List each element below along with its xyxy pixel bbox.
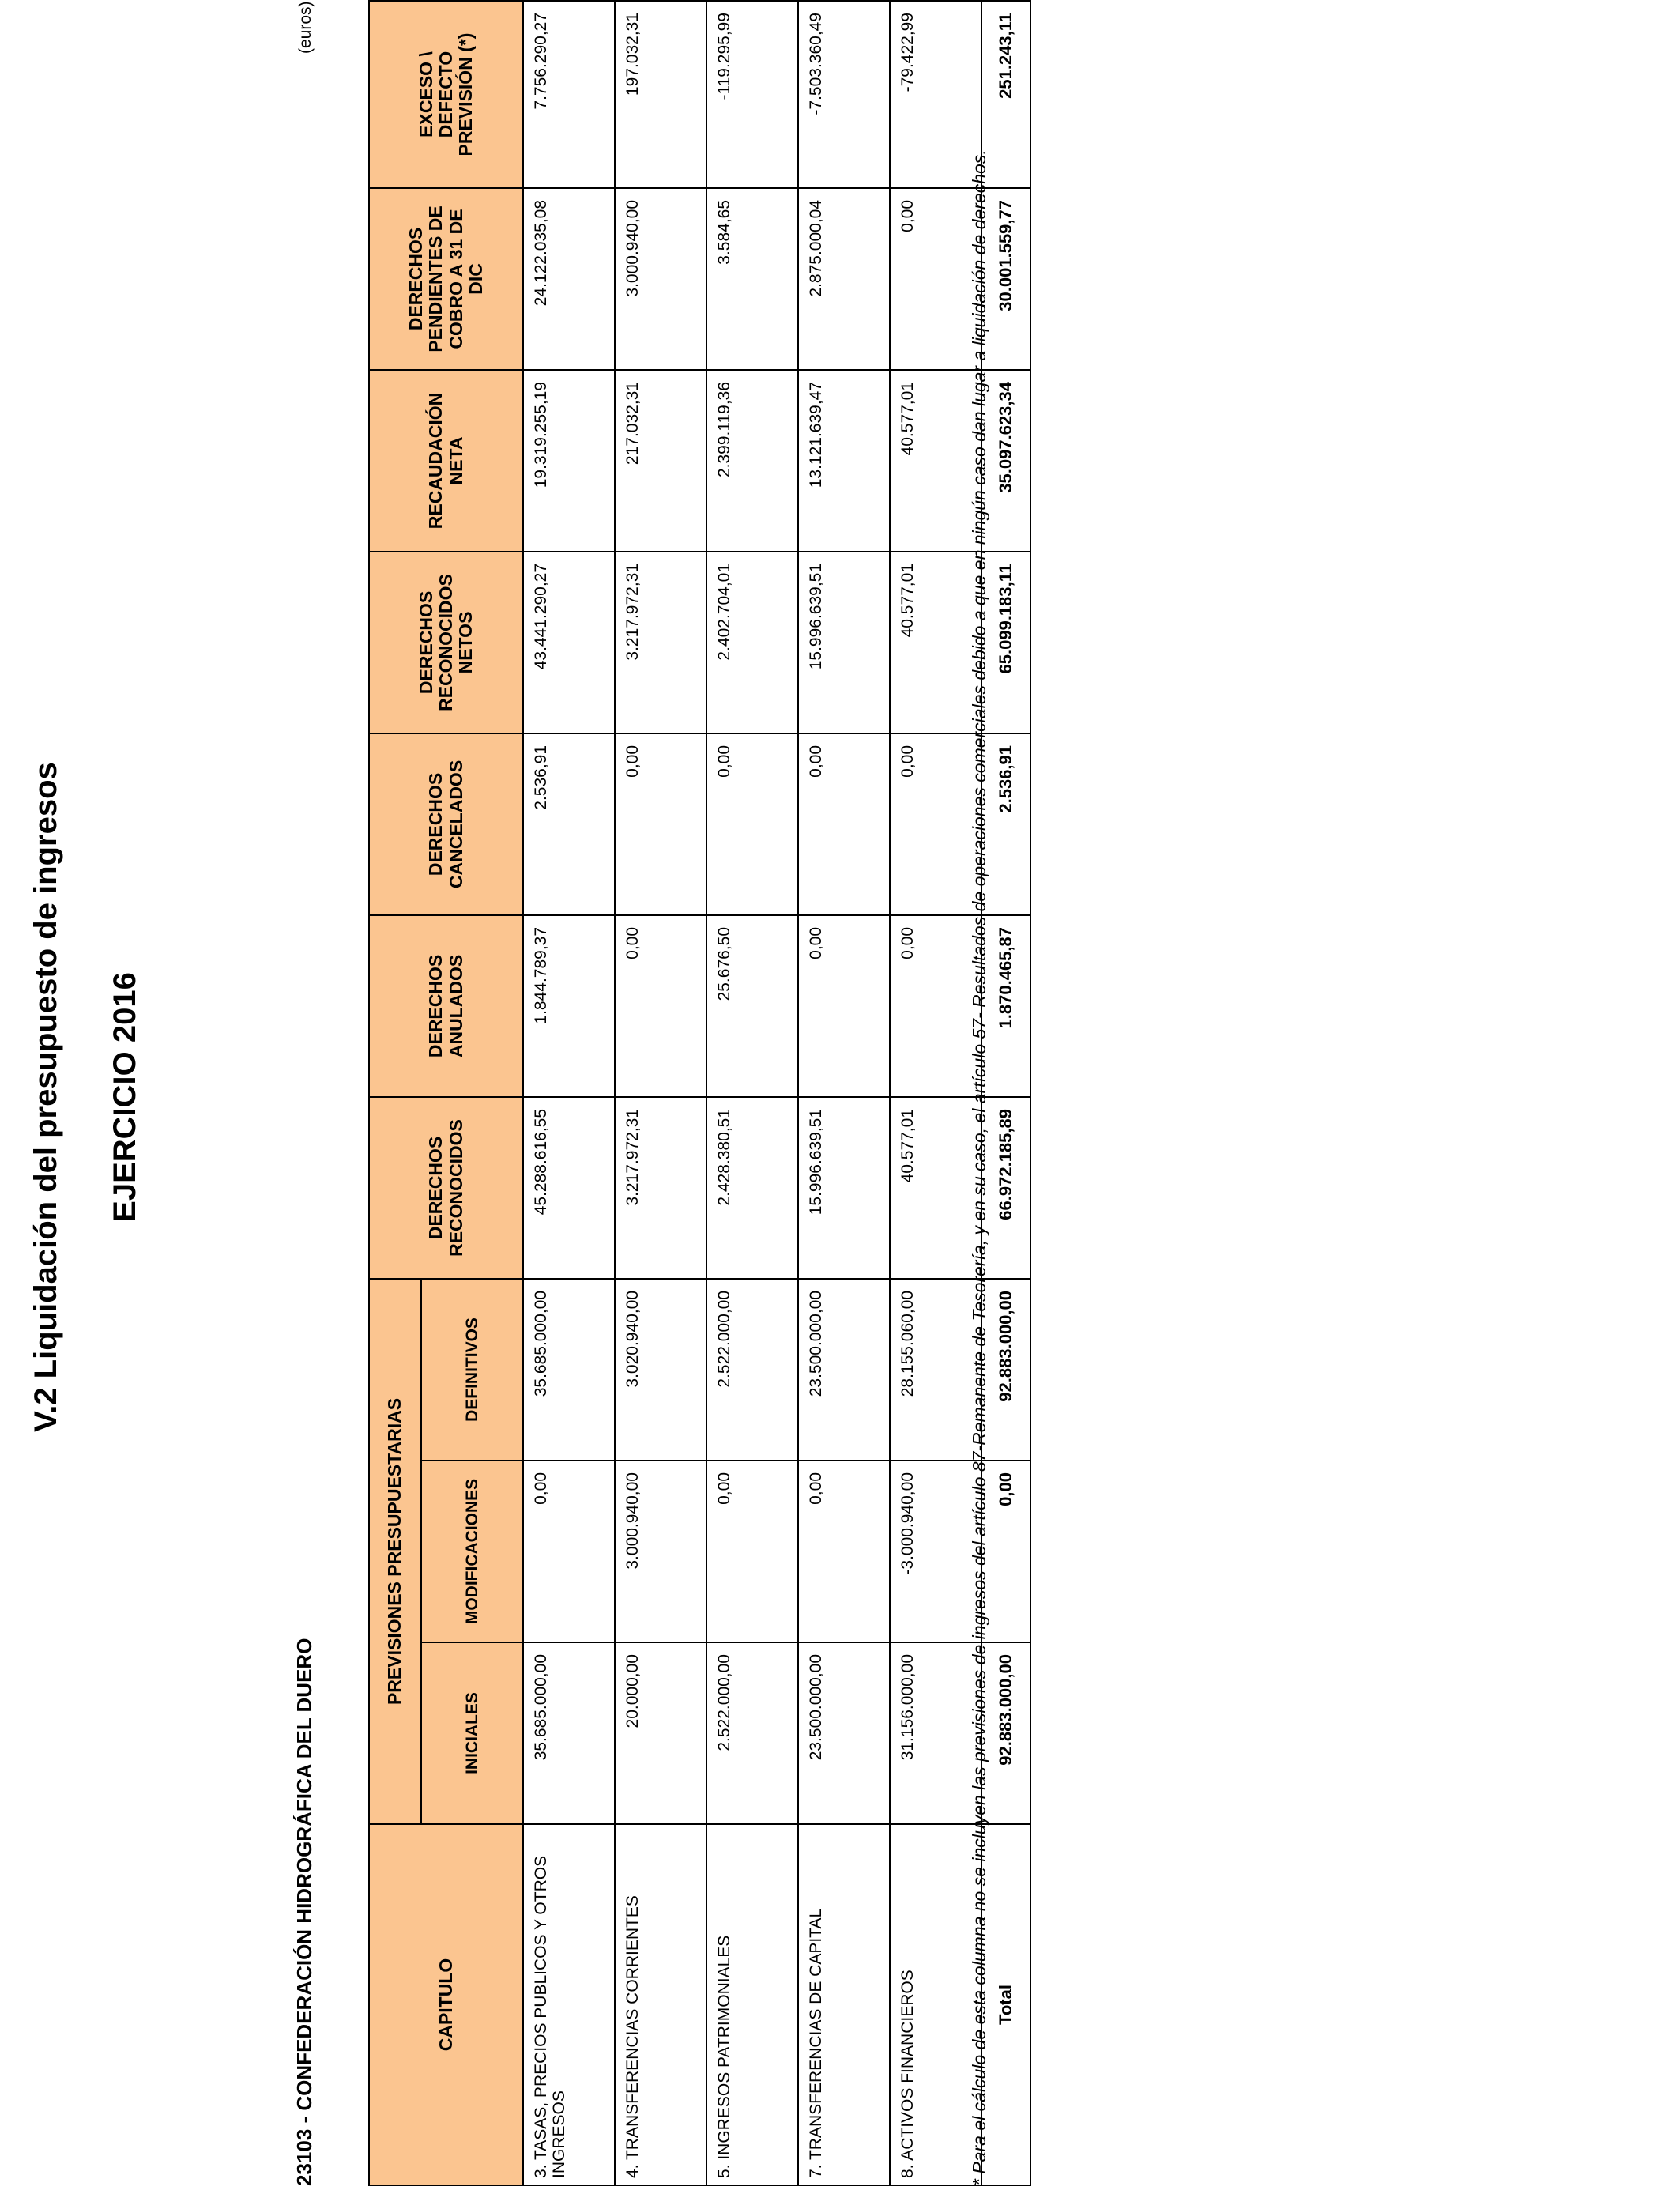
cell-netos: 65.099.183,11 (981, 552, 1030, 733)
cell-netos: 15.996.639,51 (798, 552, 890, 733)
col-header-pendientes: DERECHOS PENDIENTES DE COBRO A 31 DE DIC (369, 188, 523, 370)
cell-iniciales: 35.685.000,00 (523, 1642, 615, 1824)
cell-recaudacion: 2.399.119,36 (706, 370, 798, 552)
col-header-anulados: DERECHOS ANULADOS (369, 915, 523, 1097)
cell-modificaciones: -3.000.940,00 (890, 1461, 981, 1642)
cell-iniciales: 23.500.000,00 (798, 1642, 890, 1824)
cell-iniciales: 2.522.000,00 (706, 1642, 798, 1824)
cell-pendientes: 30.001.559,77 (981, 188, 1030, 370)
cell-capitulo: 7. TRANSFERENCIAS DE CAPITAL (798, 1824, 890, 2185)
cell-exceso: -7.503.360,49 (798, 1, 890, 188)
cell-netos: 40.577,01 (890, 552, 981, 733)
cell-iniciales: 31.156.000,00 (890, 1642, 981, 1824)
footnote: * Para el cálculo de esta columna no se incluyen las previsiones de ingresos del artículo 87-Remanente de Tesorería, y en su caso, el artículo 57- Resultados de operaciones comerciales debido a que en ningún caso dan lugar a liquidación de derechos. (969, 149, 989, 2186)
cell-exceso: -119.295,99 (706, 1, 798, 188)
cell-anulados: 0,00 (798, 915, 890, 1097)
cell-anulados: 0,00 (615, 915, 706, 1097)
cell-anulados: 1.870.465,87 (981, 915, 1030, 1097)
col-header-cancelados: DERECHOS CANCELADOS (369, 733, 523, 915)
cell-capitulo: Total (981, 1824, 1030, 2185)
cell-definitivos: 3.020.940,00 (615, 1279, 706, 1461)
cell-cancelados: 0,00 (798, 733, 890, 915)
col-header-modificaciones: MODIFICACIONES (421, 1461, 523, 1642)
cell-cancelados: 2.536,91 (523, 733, 615, 915)
cell-exceso: 7.756.290,27 (523, 1, 615, 188)
cell-definitivos: 23.500.000,00 (798, 1279, 890, 1461)
cell-modificaciones: 0,00 (798, 1461, 890, 1642)
cell-pendientes: 3.584,65 (706, 188, 798, 370)
cell-recaudacion: 19.319.255,19 (523, 370, 615, 552)
table-row (890, 1, 981, 2185)
cell-reconocidos: 15.996.639,51 (798, 1097, 890, 1279)
cell-netos: 43.441.290,27 (523, 552, 615, 733)
cell-definitivos: 92.883.000,00 (981, 1279, 1030, 1461)
header-row-group (369, 1, 421, 2185)
cell-pendientes: 3.000.940,00 (615, 188, 706, 370)
col-header-recaudacion: RECAUDACIÓN NETA (369, 370, 523, 552)
page-subtitle: EJERCICIO 2016 (107, 972, 142, 1222)
cell-recaudacion: 217.032,31 (615, 370, 706, 552)
col-group-previsiones: PREVISIONES PRESUPUESTARIAS (369, 1279, 421, 1824)
table-row (523, 1, 615, 2185)
cell-reconocidos: 40.577,01 (890, 1097, 981, 1279)
cell-cancelados: 0,00 (706, 733, 798, 915)
budget-table (368, 0, 1031, 2186)
cell-cancelados: 0,00 (890, 733, 981, 915)
cell-netos: 3.217.972,31 (615, 552, 706, 733)
table-row (798, 1, 890, 2185)
table-body (523, 1, 1030, 2185)
cell-recaudacion: 35.097.623,34 (981, 370, 1030, 552)
cell-cancelados: 0,00 (615, 733, 706, 915)
cell-netos: 2.402.704,01 (706, 552, 798, 733)
table-row (615, 1, 706, 2185)
cell-reconocidos: 3.217.972,31 (615, 1097, 706, 1279)
cell-pendientes: 2.875.000,04 (798, 188, 890, 370)
cell-definitivos: 28.155.060,00 (890, 1279, 981, 1461)
cell-modificaciones: 0,00 (981, 1461, 1030, 1642)
cell-pendientes: 24.122.035,08 (523, 188, 615, 370)
cell-reconocidos: 45.288.616,55 (523, 1097, 615, 1279)
cell-exceso: 251.243,11 (981, 1, 1030, 188)
cell-pendientes: 0,00 (890, 188, 981, 370)
organism-label: 23103 - CONFEDERACIÓN HIDROGRÁFICA DEL DUERO (292, 1638, 316, 2186)
cell-capitulo: 5. INGRESOS PATRIMONIALES (706, 1824, 798, 2185)
cell-definitivos: 35.685.000,00 (523, 1279, 615, 1461)
col-header-capitulo: CAPITULO (369, 1824, 523, 2185)
col-header-netos: DERECHOS RECONOCIDOS NETOS (369, 552, 523, 733)
cell-capitulo: 8. ACTIVOS FINANCIEROS (890, 1824, 981, 2185)
cell-iniciales: 20.000,00 (615, 1642, 706, 1824)
unit-label: (euros) (296, 1, 315, 54)
cell-cancelados: 2.536,91 (981, 733, 1030, 915)
col-header-exceso: EXCESO \ DEFECTO PREVISIÓN (*) (369, 1, 523, 188)
cell-anulados: 0,00 (890, 915, 981, 1097)
col-header-definitivos: DEFINITIVOS (421, 1279, 523, 1461)
cell-capitulo: 4. TRANSFERENCIAS CORRIENTES (615, 1824, 706, 2185)
table-row (706, 1, 798, 2185)
cell-modificaciones: 3.000.940,00 (615, 1461, 706, 1642)
cell-anulados: 1.844.789,37 (523, 915, 615, 1097)
cell-recaudacion: 13.121.639,47 (798, 370, 890, 552)
cell-exceso: -79.422,99 (890, 1, 981, 188)
cell-definitivos: 2.522.000,00 (706, 1279, 798, 1461)
cell-anulados: 25.676,50 (706, 915, 798, 1097)
col-header-iniciales: INICIALES (421, 1642, 523, 1824)
cell-reconocidos: 2.428.380,51 (706, 1097, 798, 1279)
page-title: V.2 Liquidación del presupuesto de ingresos (28, 762, 63, 1432)
col-header-reconocidos: DERECHOS RECONOCIDOS (369, 1097, 523, 1279)
cell-reconocidos: 66.972.185,89 (981, 1097, 1030, 1279)
cell-modificaciones: 0,00 (523, 1461, 615, 1642)
cell-exceso: 197.032,31 (615, 1, 706, 188)
cell-modificaciones: 0,00 (706, 1461, 798, 1642)
cell-recaudacion: 40.577,01 (890, 370, 981, 552)
cell-capitulo: 3. TASAS, PRECIOS PUBLICOS Y OTROS INGRESOS (523, 1824, 615, 2185)
cell-iniciales: 92.883.000,00 (981, 1642, 1030, 1824)
